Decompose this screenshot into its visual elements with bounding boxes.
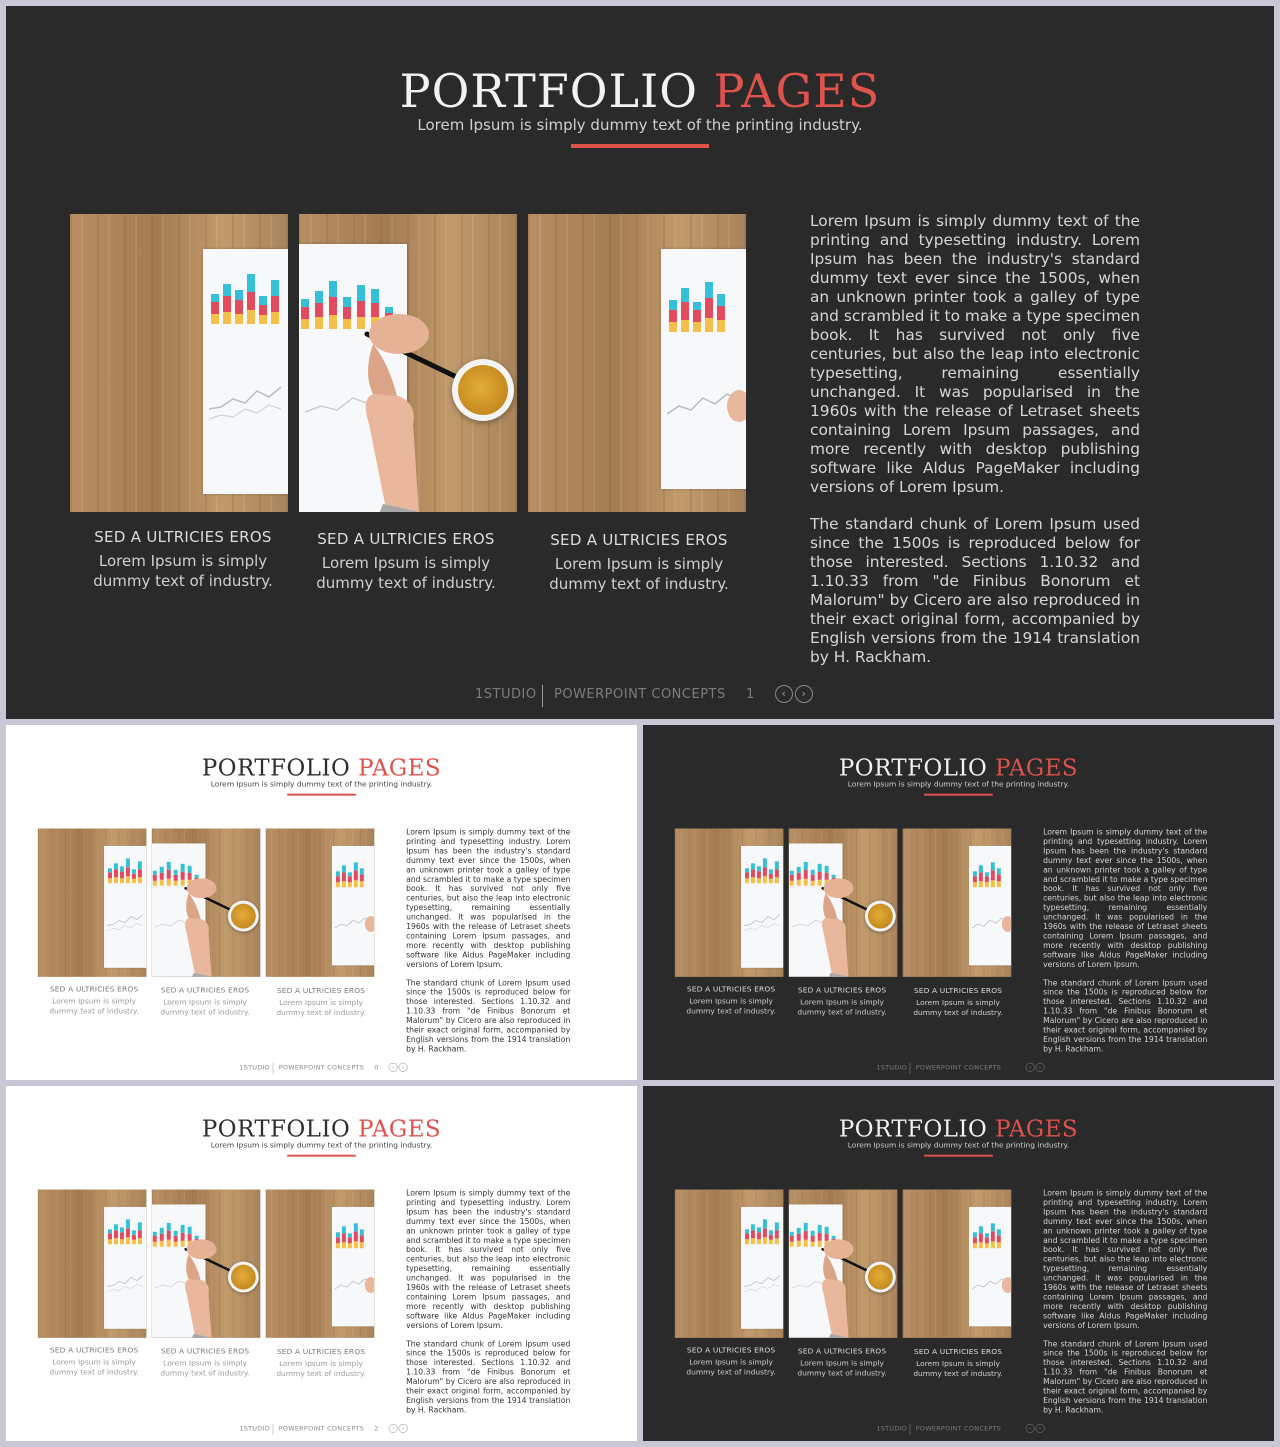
caption-3 <box>266 986 375 1017</box>
footer-concept: POWERPOINT CONCEPTS <box>278 1424 365 1433</box>
chevron-left-circle-icon[interactable]: ‹ <box>389 1424 398 1433</box>
portfolio-image-3 <box>528 214 746 512</box>
title-underline <box>924 1155 993 1157</box>
caption-1 <box>39 1346 148 1377</box>
caption-heading: SED A ULTRICIES EROS <box>49 984 139 994</box>
slide-thumb-4[interactable] <box>643 1086 1274 1441</box>
portfolio-image-3 <box>903 1190 1011 1338</box>
body-paragraph-1: Lorem Ipsum is simply dummy text of the printing and typesetting industry. Lorem Ipsum has been the industry's standard dummy text ever since the 1500s, when an unknown printer took a galley of type and scrambled it to make a type specimen book. It has survived not only five centuries, but also the leap into electronic typesetting, remaining essentially unchanged. It was popularised in the 1960s with the release of Letraset sheets containing Lorem Ipsum passages, and more recently with desktop publishing software like Aldus PageMaker including versions of Lorem Ipsum. <box>1043 1188 1208 1330</box>
caption-heading: SED A ULTRICIES EROS <box>276 1347 366 1357</box>
footer-page-number: 2 <box>374 1424 379 1433</box>
body-paragraph-1: Lorem Ipsum is simply dummy text of the printing and typesetting industry. Lorem Ipsum has been the industry's standard dummy text ever since the 1500s, when an unknown printer took a galley of type and scrambled it to make a type specimen book. It has survived not only five centuries, but also the leap into electronic typesetting, remaining essentially unchanged. It was popularised in the 1960s with the release of Letraset sheets containing Lorem Ipsum passages, and more recently with desktop publishing software like Aldus PageMaker including versions of Lorem Ipsum. <box>810 212 1140 496</box>
slide-title <box>643 1114 1274 1142</box>
portfolio-image-2 <box>152 1190 260 1338</box>
caption-1 <box>676 1346 785 1377</box>
footer-studio: 1STUDIO <box>239 1424 271 1433</box>
footer-concept: POWERPOINT CONCEPTS <box>915 1063 1002 1072</box>
caption-text: Lorem Ipsum is simply dummy text of industry. <box>160 997 250 1017</box>
body-text <box>1043 1189 1207 1424</box>
slide-title <box>6 753 637 781</box>
caption-text: Lorem Ipsum is simply dummy text of industry. <box>797 1358 887 1378</box>
slide-footer <box>6 1063 637 1075</box>
portfolio-image-1 <box>675 1190 783 1338</box>
caption-text: Lorem Ipsum is simply dummy text of industry. <box>276 998 366 1018</box>
footer-studio: 1STUDIO <box>876 1424 908 1433</box>
portfolio-image-3 <box>903 829 1011 977</box>
portfolio-image-3 <box>266 829 374 977</box>
caption-heading: SED A ULTRICIES EROS <box>913 1347 1003 1357</box>
caption-3 <box>266 1347 375 1378</box>
portfolio-image-1 <box>70 214 288 512</box>
title-word-portfolio: PORTFOLIO <box>201 753 351 781</box>
title-word-portfolio: PORTFOLIO <box>201 1114 351 1142</box>
caption-text: Lorem Ipsum is simply dummy text of industry. <box>913 998 1003 1018</box>
body-paragraph-1: Lorem Ipsum is simply dummy text of the printing and typesetting industry. Lorem Ipsum has been the industry's standard dummy text ever since the 1500s, when an unknown printer took a galley of type and scrambled it to make a type specimen book. It has survived not only five centuries, but also the leap into electronic typesetting, remaining essentially unchanged. It was popularised in the 1960s with the release of Letraset sheets containing Lorem Ipsum passages, and more recently with desktop publishing software like Aldus PageMaker including versions of Lorem Ipsum. <box>1043 827 1208 969</box>
caption-2 <box>150 986 259 1017</box>
slide-thumb-2[interactable] <box>643 725 1274 1080</box>
slide-subtitle: Lorem Ipsum is simply dummy text of the printing industry. <box>847 1140 1070 1150</box>
body-text <box>1043 828 1207 1063</box>
chevron-left-circle-icon[interactable]: ‹ <box>389 1063 398 1072</box>
caption-3 <box>903 1347 1012 1378</box>
caption-heading: SED A ULTRICIES EROS <box>160 1346 250 1356</box>
title-word-portfolio: PORTFOLIO <box>838 1114 988 1142</box>
portfolio-image-2 <box>299 214 517 512</box>
title-word-portfolio: PORTFOLIO <box>838 753 988 781</box>
caption-heading: SED A ULTRICIES EROS <box>797 1346 887 1356</box>
body-text <box>406 828 570 1063</box>
caption-text: Lorem Ipsum is simply dummy text of industry. <box>797 997 887 1017</box>
slide-subtitle: Lorem Ipsum is simply dummy text of the printing industry. <box>210 779 433 789</box>
portfolio-image-1 <box>675 829 783 977</box>
title-word-portfolio: PORTFOLIO <box>399 64 698 118</box>
caption-2 <box>150 1347 259 1378</box>
caption-3 <box>529 531 749 594</box>
footer-page-number: 0 <box>374 1063 379 1072</box>
slide-main <box>6 6 1274 719</box>
title-underline <box>571 144 709 148</box>
caption-2 <box>787 1347 896 1378</box>
slide-title <box>643 753 1274 781</box>
chevron-right-circle-icon[interactable]: › <box>399 1063 408 1072</box>
caption-heading: SED A ULTRICIES EROS <box>317 530 495 548</box>
title-underline <box>924 794 993 796</box>
footer-concept: POWERPOINT CONCEPTS <box>278 1063 365 1072</box>
chevron-left-circle-icon[interactable]: ‹ <box>1026 1063 1035 1072</box>
chevron-right-circle-icon[interactable]: › <box>1036 1063 1045 1072</box>
slide-thumb-1[interactable] <box>6 725 637 1080</box>
portfolio-image-2 <box>152 829 260 977</box>
body-paragraph-2: The standard chunk of Lorem Ipsum used since the 1500s is reproduced below for those interested. Sections 1.10.32 and 1.10.33 from "de Finibus Bonorum et Malorum" by Cicero are also reproduced in their exact original form, accompanied by English versions from the 1914 translation by H. Rackham. <box>1043 1339 1208 1415</box>
slide-footer <box>6 1424 637 1436</box>
title-word-pages: PAGES <box>995 753 1079 781</box>
body-paragraph-2: The standard chunk of Lorem Ipsum used since the 1500s is reproduced below for those interested. Sections 1.10.32 and 1.10.33 from "de Finibus Bonorum et Malorum" by Cicero are also reproduced in their exact original form, accompanied by English versions from the 1914 translation by H. Rackham. <box>406 1339 571 1415</box>
slide-subtitle: Lorem Ipsum is simply dummy text of the printing industry. <box>210 1140 433 1150</box>
caption-text: Lorem Ipsum is simply dummy text of industry. <box>276 1359 366 1379</box>
portfolio-image-1 <box>38 1190 146 1338</box>
chevron-left-circle-icon[interactable]: ‹ <box>1026 1424 1035 1433</box>
footer-studio: 1STUDIO <box>239 1063 271 1072</box>
caption-1 <box>73 528 293 591</box>
chevron-right-circle-icon[interactable]: › <box>795 685 813 703</box>
slide-subtitle: Lorem Ipsum is simply dummy text of the printing industry. <box>847 779 1070 789</box>
portfolio-image-2 <box>789 1190 897 1338</box>
slide-thumb-3[interactable] <box>6 1086 637 1441</box>
caption-heading: SED A ULTRICIES EROS <box>797 985 887 995</box>
chevron-left-circle-icon[interactable]: ‹ <box>775 685 793 703</box>
caption-text: Lorem Ipsum is simply dummy text of industry. <box>686 1357 776 1377</box>
caption-text: Lorem Ipsum is simply dummy text of industry. <box>93 552 273 590</box>
caption-text: Lorem Ipsum is simply dummy text of industry. <box>913 1359 1003 1379</box>
body-paragraph-1: Lorem Ipsum is simply dummy text of the printing and typesetting industry. Lorem Ipsum has been the industry's standard dummy text ever since the 1500s, when an unknown printer took a galley of type and scrambled it to make a type specimen book. It has survived not only five centuries, but also the leap into electronic typesetting, remaining essentially unchanged. It was popularised in the 1960s with the release of Letraset sheets containing Lorem Ipsum passages, and more recently with desktop publishing software like Aldus PageMaker including versions of Lorem Ipsum. <box>406 827 571 969</box>
caption-text: Lorem Ipsum is simply dummy text of industry. <box>49 996 139 1016</box>
portfolio-image-1 <box>38 829 146 977</box>
caption-heading: SED A ULTRICIES EROS <box>550 531 728 549</box>
title-word-pages: PAGES <box>358 1114 442 1142</box>
body-paragraph-2: The standard chunk of Lorem Ipsum used since the 1500s is reproduced below for those interested. Sections 1.10.32 and 1.10.33 from "de Finibus Bonorum et Malorum" by Cicero are also reproduced in their exact original form, accompanied by English versions from the 1914 translation by H. Rackham. <box>1043 978 1208 1054</box>
body-paragraph-2: The standard chunk of Lorem Ipsum used since the 1500s is reproduced below for those interested. Sections 1.10.32 and 1.10.33 from "de Finibus Bonorum et Malorum" by Cicero are also reproduced in their exact original form, accompanied by English versions from the 1914 translation by H. Rackham. <box>406 978 571 1054</box>
slide-footer <box>643 1063 1274 1075</box>
body-paragraph-1: Lorem Ipsum is simply dummy text of the printing and typesetting industry. Lorem Ipsum has been the industry's standard dummy text ever since the 1500s, when an unknown printer took a galley of type and scrambled it to make a type specimen book. It has survived not only five centuries, but also the leap into electronic typesetting, remaining essentially unchanged. It was popularised in the 1960s with the release of Letraset sheets containing Lorem Ipsum passages, and more recently with desktop publishing software like Aldus PageMaker including versions of Lorem Ipsum. <box>406 1188 571 1330</box>
caption-heading: SED A ULTRICIES EROS <box>94 528 272 546</box>
footer-concept: POWERPOINT CONCEPTS <box>915 1424 1002 1433</box>
chevron-right-circle-icon[interactable]: › <box>1036 1424 1045 1433</box>
body-paragraph-2: The standard chunk of Lorem Ipsum used since the 1500s is reproduced below for those interested. Sections 1.10.32 and 1.10.33 from "de Finibus Bonorum et Malorum" by Cicero are also reproduced in their exact original form, accompanied by English versions from the 1914 translation by H. Rackham. <box>810 515 1140 666</box>
portfolio-image-2 <box>789 829 897 977</box>
chevron-right-circle-icon[interactable]: › <box>399 1424 408 1433</box>
body-text <box>406 1189 570 1424</box>
caption-text: Lorem Ipsum is simply dummy text of industry. <box>49 1357 139 1377</box>
slide-title <box>6 64 1274 118</box>
body-text <box>810 212 1140 685</box>
title-word-pages: PAGES <box>713 64 881 118</box>
footer-studio: 1STUDIO <box>876 1063 908 1072</box>
caption-2 <box>296 530 516 593</box>
slide-title <box>6 1114 637 1142</box>
slide-subtitle: Lorem Ipsum is simply dummy text of the printing industry. <box>417 116 863 134</box>
caption-heading: SED A ULTRICIES EROS <box>160 985 250 995</box>
caption-heading: SED A ULTRICIES EROS <box>49 1345 139 1355</box>
caption-2 <box>787 986 896 1017</box>
caption-heading: SED A ULTRICIES EROS <box>686 1345 776 1355</box>
portfolio-image-3 <box>266 1190 374 1338</box>
slide-footer <box>643 1424 1274 1436</box>
title-word-pages: PAGES <box>995 1114 1079 1142</box>
caption-text: Lorem Ipsum is simply dummy text of industry. <box>316 554 496 592</box>
caption-heading: SED A ULTRICIES EROS <box>913 986 1003 996</box>
footer-page-number: 1 <box>746 687 755 702</box>
caption-text: Lorem Ipsum is simply dummy text of industry. <box>549 555 729 593</box>
slide-footer <box>6 685 1274 709</box>
footer-divider <box>542 685 543 707</box>
caption-heading: SED A ULTRICIES EROS <box>686 984 776 994</box>
footer-concept: POWERPOINT CONCEPTS <box>554 687 726 702</box>
title-underline <box>287 1155 356 1157</box>
caption-text: Lorem Ipsum is simply dummy text of industry. <box>686 996 776 1016</box>
caption-text: Lorem Ipsum is simply dummy text of industry. <box>160 1358 250 1378</box>
caption-1 <box>39 985 148 1016</box>
caption-1 <box>676 985 785 1016</box>
caption-3 <box>903 986 1012 1017</box>
footer-studio: 1STUDIO <box>475 687 537 702</box>
caption-heading: SED A ULTRICIES EROS <box>276 986 366 996</box>
title-word-pages: PAGES <box>358 753 442 781</box>
title-underline <box>287 794 356 796</box>
